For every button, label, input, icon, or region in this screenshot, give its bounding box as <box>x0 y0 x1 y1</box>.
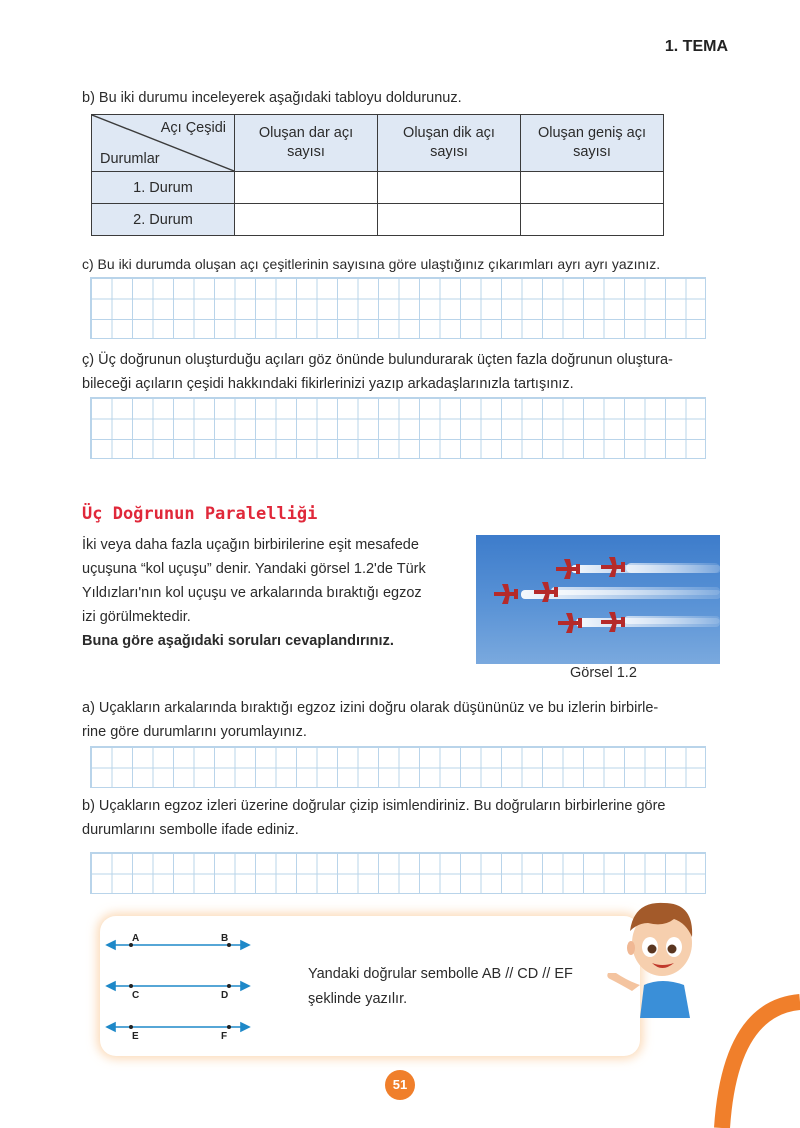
answer-cell[interactable] <box>521 172 664 204</box>
answer-cell[interactable] <box>235 172 378 204</box>
point-label: F <box>221 1031 228 1042</box>
boy-character-illustration <box>604 893 696 1018</box>
angle-table <box>91 114 664 236</box>
row-header: 2. Durum <box>92 204 235 236</box>
answer-grid-a[interactable] <box>90 746 706 788</box>
point-label: B <box>221 933 229 944</box>
point-label: E <box>132 1031 139 1042</box>
paragraph-line: uçuşuna “kol uçuşu” denir. Yandaki görsel 1.2'de Türk <box>82 561 426 577</box>
point-label: C <box>132 990 140 1001</box>
column-header: Oluşan dik açı sayısı <box>378 115 521 172</box>
parallel-lines-figure <box>105 928 255 1043</box>
formation-flight-photo <box>476 535 720 664</box>
callout-text: Yandaki doğrular sembolle AB // CD // EF şeklinde yazılır. <box>308 966 573 1007</box>
point-label: D <box>221 990 229 1001</box>
answer-cell[interactable] <box>378 172 521 204</box>
answer-cell[interactable] <box>235 204 378 236</box>
answer-grid-b2[interactable] <box>90 852 706 894</box>
paragraph-line: izi görülmektedir. <box>82 609 191 625</box>
section-title: Üç Doğrunun Paralelliği <box>82 504 318 524</box>
question-b2-line1: b) Uçakların egzoz izleri üzerine doğrular çizip isimlendiriniz. Bu doğruların birbirlerine göre <box>82 798 666 814</box>
column-header: Oluşan geniş açı sayısı <box>521 115 664 172</box>
theme-header: 1. TEMA <box>664 38 728 55</box>
answer-cell[interactable] <box>521 204 664 236</box>
instruction-bold: Buna göre aşağıdaki soruları cevaplandırınız. <box>82 633 394 649</box>
decorative-orange-arc <box>700 990 800 1128</box>
page-number: 51 <box>385 1070 415 1100</box>
question-cc-line2: bileceği açıların çeşidi hakkındaki fikirlerinizi yazıp arkadaşlarınızla tartışınız. <box>82 376 574 392</box>
table-corner-cell <box>92 115 235 172</box>
question-a-line1: a) Uçakların arkalarında bıraktığı egzoz izini doğru olarak düşününüz ve bu izlerin birbirle- <box>82 700 659 716</box>
photo-caption: Görsel 1.2 <box>570 665 637 681</box>
answer-grid-c[interactable] <box>90 277 706 339</box>
column-header: Oluşan dar açı sayısı <box>235 115 378 172</box>
answer-cell[interactable] <box>378 204 521 236</box>
point-label: A <box>132 933 140 944</box>
question-a-line2: rine göre durumlarını yorumlayınız. <box>82 724 307 740</box>
paragraph-line: Yıldızları'nın kol uçuşu ve arkalarında bıraktığı egzoz <box>82 585 422 601</box>
paragraph-line: İki veya daha fazla uçağın birbirilerine eşit mesafede <box>82 537 419 553</box>
corner-top-label: Açı Çeşidi <box>160 120 226 136</box>
question-cc-line1: ç) Üç doğrunun oluşturduğu açıları göz önünde bulundurarak üçten fazla doğrunun oluştura- <box>82 352 673 368</box>
question-b: b) Bu iki durumu inceleyerek aşağıdaki tabloyu doldurunuz. <box>82 90 462 106</box>
question-c: c) Bu iki durumda oluşan açı çeşitlerinin sayısına göre ulaştığınız çıkarımları ayrı ayrı yazınız. <box>82 256 661 272</box>
row-header: 1. Durum <box>92 172 235 204</box>
question-b2-line2: durumlarını sembolle ifade ediniz. <box>82 822 299 838</box>
corner-bottom-label: Durumlar <box>100 151 160 167</box>
answer-grid-cc[interactable] <box>90 397 706 459</box>
